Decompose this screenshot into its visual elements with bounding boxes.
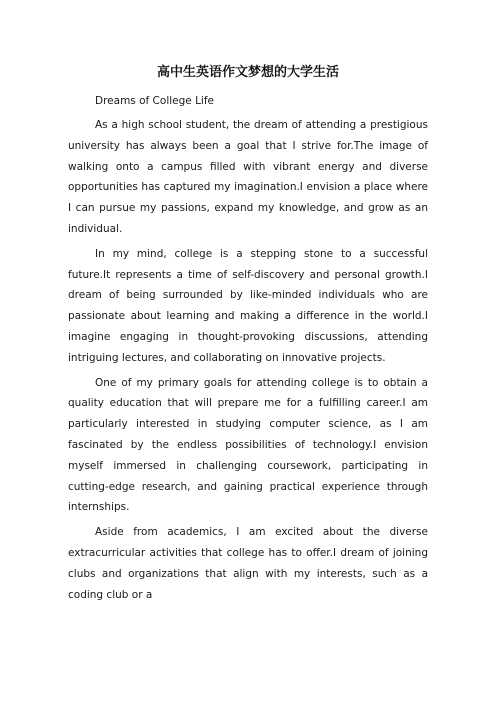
paragraph-2: In my mind, college is a stepping stone to a successful future.It represents a time of self-discovery and personal growth.I dream of being surrounded by like-minded individuals who are passionate about learning and making a difference in the world.I imagine engaging in thought-provoking discussions, attending intriguing lectures, and collaborating on innovative projects. <box>68 247 428 364</box>
paragraph-4: Aside from academics, I am excited about the diverse extracurricular activities that college has to offer.I dream of joining clubs and organizations that align with my interests, such as a coding club or a <box>68 526 428 601</box>
document-title: 高中生英语作文梦想的大学生活 <box>156 65 339 80</box>
paragraph-1: As a high school student, the dream of attending a prestigious university has always been a goal that I strive for.The image of walking onto a campus filled with vibrant energy and diverse opportunities has captured my imagination.I envision a place where I can pursue my passions, expand my knowledge, and grow as an individual. <box>68 119 428 235</box>
essay-subtitle: Dreams of College Life <box>95 95 214 107</box>
paragraph-3: One of my primary goals for attending college is to obtain a quality education that will prepare me for a fulfilling career.I am particularly interested in studying computer science, as I am fascinated by the endless possibilities of technology.I envision myself immersed in challenging coursework, participating in cutting-edge research, and gaining practical experience through internships. <box>68 376 428 514</box>
